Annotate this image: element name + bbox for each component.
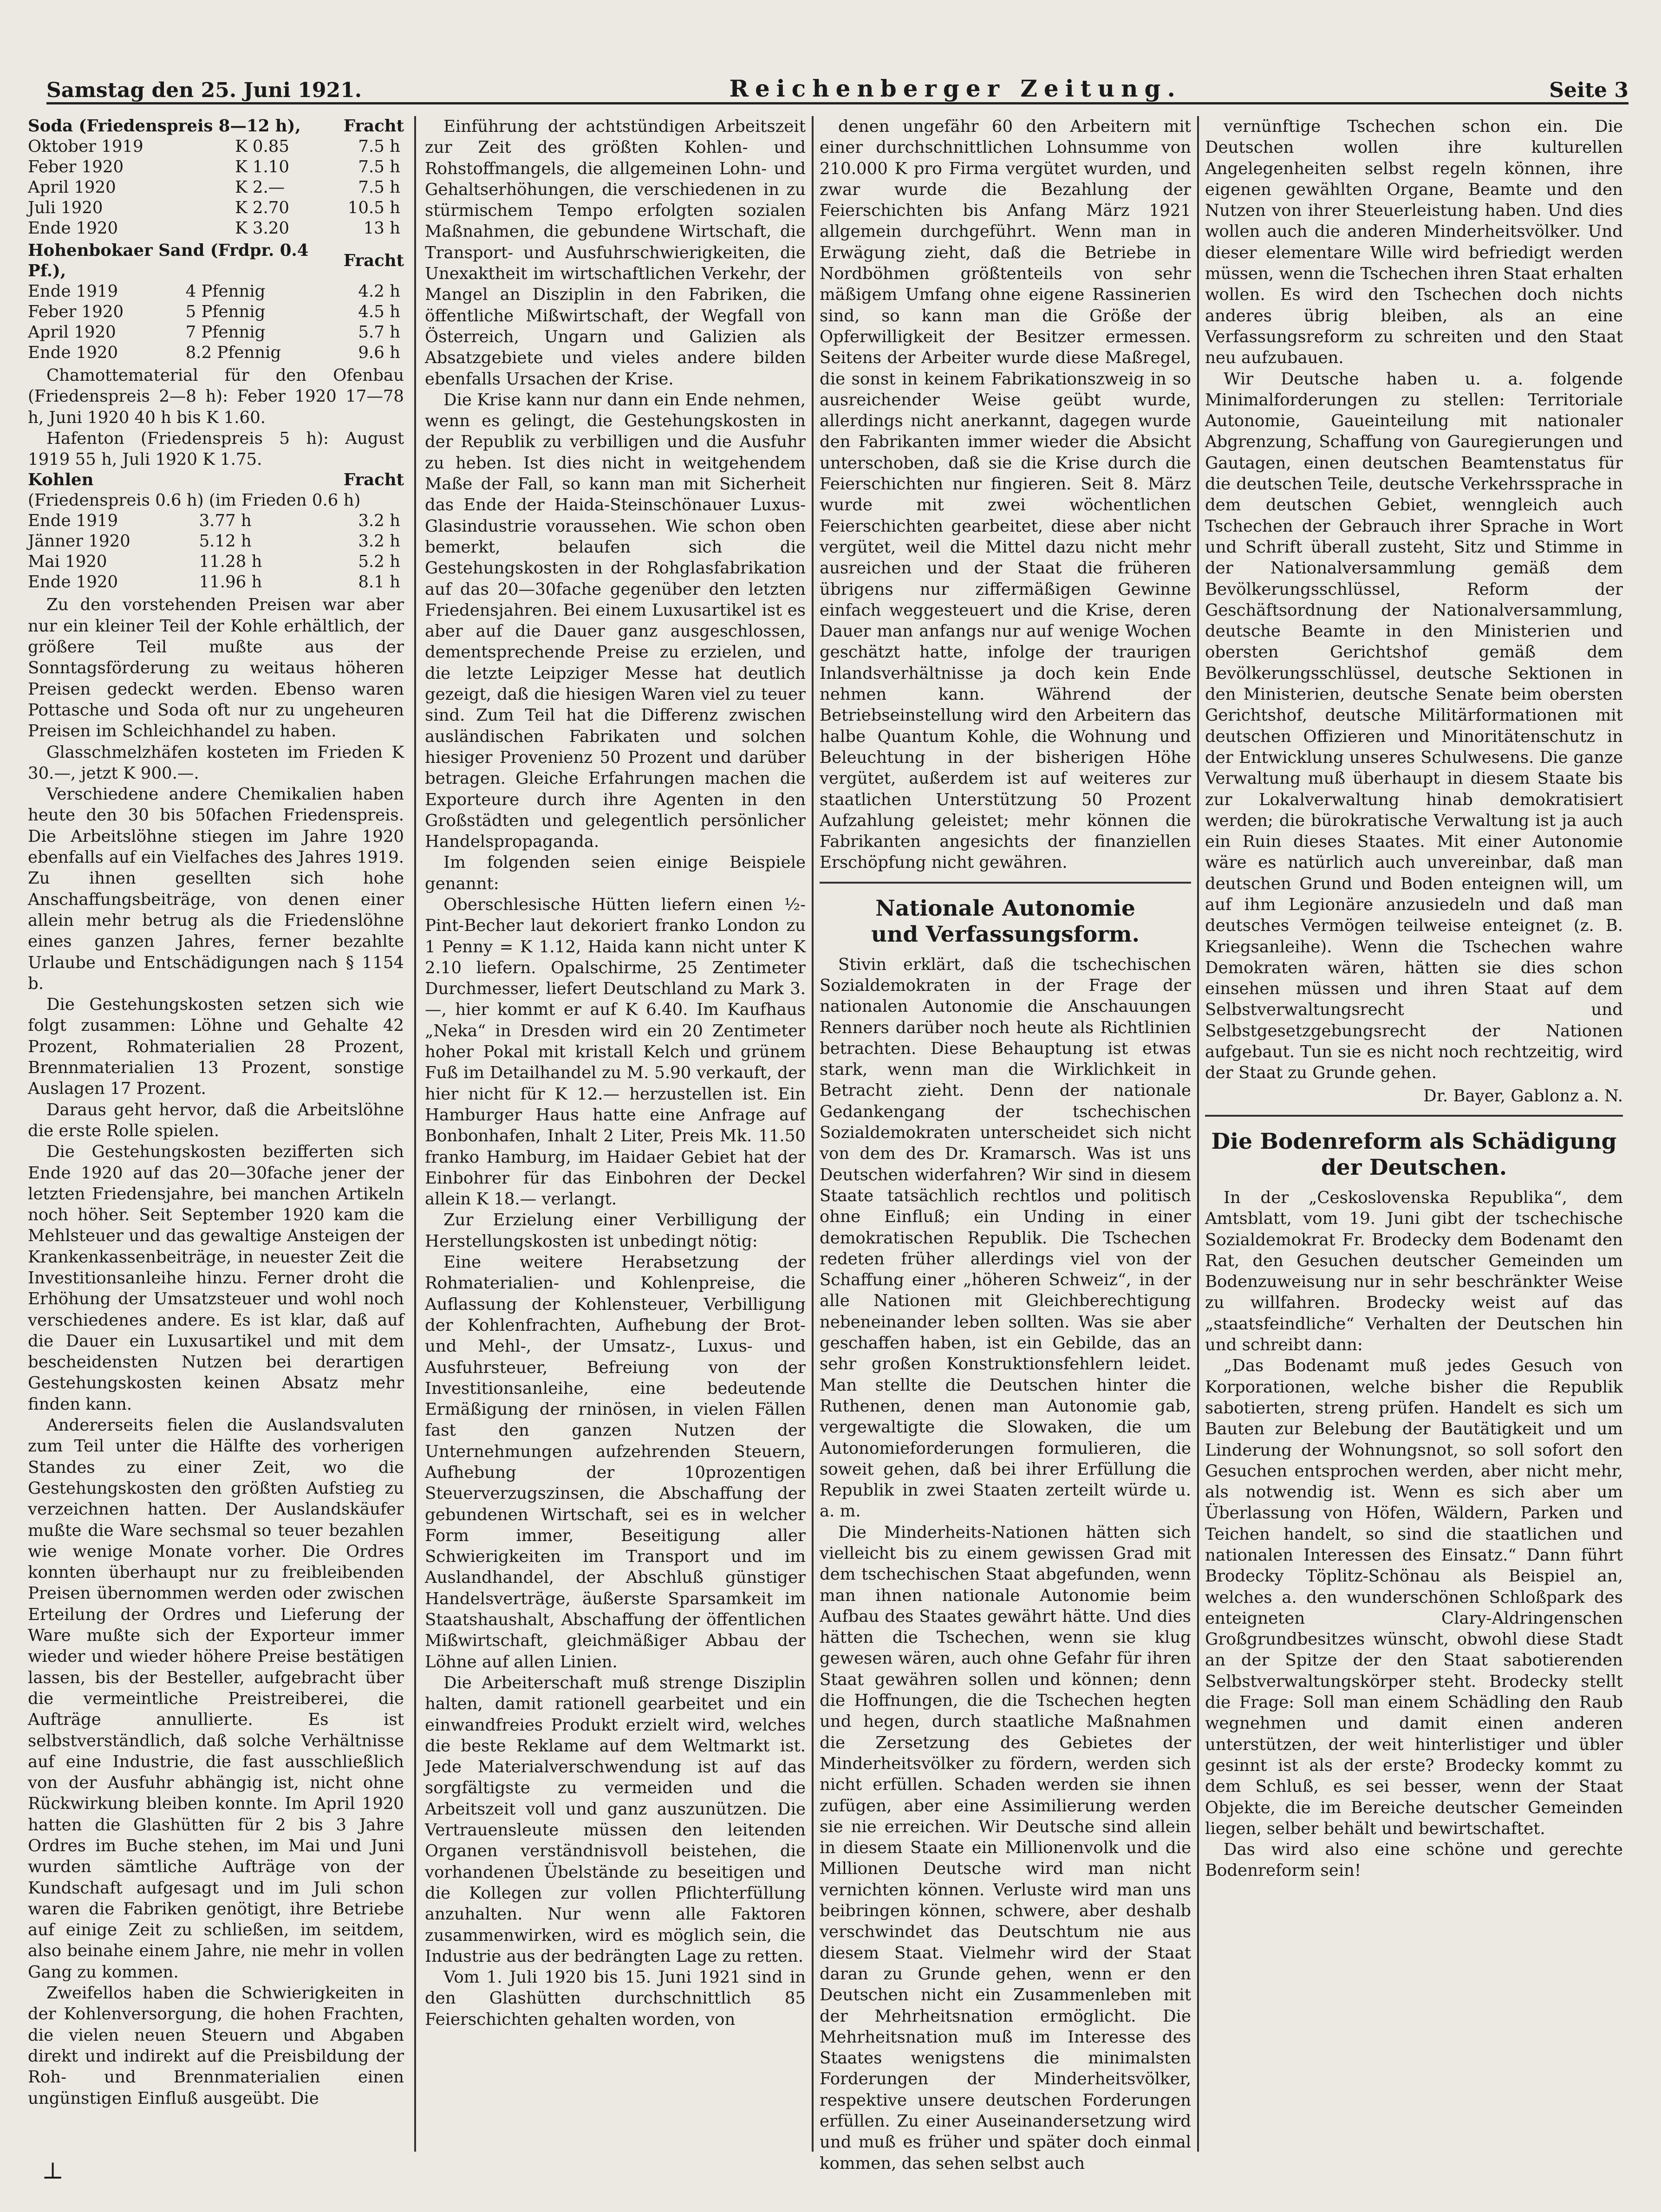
title-line: Nationale Autonomie [875, 895, 1135, 921]
table-cell: 4.2 h [358, 282, 400, 301]
paragraph: Die Krise kann nur dann ein Ende nehmen, wenn es gelingt, die Gestehungskosten in der Republik zu verbilligen und die Ausfuhr zu heben. Ist dies nicht in weitgehendem Maße der Fall, so kann man mit Sicherheit das Ende der Haida-Steinschönauer Luxus-Glasindustrie voraussehen. Wie schon oben bemerkt, belaufen sich die Gestehungskosten in der Rohglasfabrikation auf das 20—30fache gegenüber den letzten Friedensjahren. Bei einem Luxusartikel ist es aber auf die Dauer ganz ausgeschlossen, dementsprechende Preise zu erzielen, und die letzte Leipziger Messe hat deutlich gezeigt, daß die hiesigen Waren viel zu teuer sind. Zum Teil hat die Differenz zwischen ausländischen Fabrikaten und solchen hiesiger Provenienz 50 Prozent und darüber betragen. Gleiche Erfahrungen machen die Exporteure durch ihre Agenten in den Großstädten und gelegentlich persönlicher Handelspropaganda. [425, 390, 806, 852]
article-separator [1205, 1115, 1623, 1117]
sand-price-table [28, 241, 404, 363]
paragraph: „Das Bodenamt muß jedes Gesuch von Korporationen, welche bisher die Republik sabotierten, streng prüfen. Handelt es sich um Bauten zur Belebung der Bautätigkeit und um Linderung der Wohnungsnot, so soll sofort den Gesuchen entsprochen werden, aber nicht mehr, als notwendig ist. Wenn es sich aber um Überlassung von Höfen, Wäldern, Parken und Teichen handelt, so sind die staatlichen und nationalen Interessen des Einsatz.“ Dann führt Brodecky Töplitz-Schönau als Beispiel an, welches a. den wunderschönen Schloßpark des enteigneten Clary-Aldringenschen Großgrundbesitzes wünscht, obwohl diese Stadt an der Spitze der den Staat sabotierenden Selbstverwaltungskörper steht. Brodecky stellt die Frage: Soll man einem Schädling den Raub wegnehmen und damit einen anderen unterstützen, der weit hinterlistiger und übler gesinnt ist als der erste? Brodecky kommt zu dem Schluß, es sei besser, wenn der Staat Objekte, die im Bereiche deutscher Gemeinden liegen, selber behält und bewirtschaftet. [1205, 1356, 1623, 1838]
table-row [28, 511, 404, 531]
table-cell: Oktober 1919 [28, 137, 143, 156]
table-heading-freight: Fracht [343, 470, 404, 490]
table-cell: 5.12 h [199, 532, 252, 551]
table-subheading: (Friedenspreis 0.6 h) (im Frieden 0.6 h) [28, 491, 361, 510]
table-cell: Ende 1920 [28, 573, 118, 592]
table-heading-freight: Fracht [343, 117, 404, 136]
table-row [28, 302, 404, 322]
title-line: Die Bodenreform als Schädigung [1211, 1128, 1617, 1154]
table-cell: 9.6 h [358, 343, 400, 362]
paragraph: Im folgenden seien einige Beispiele genannt: [425, 853, 806, 893]
page-number: Seite 3 [1549, 78, 1628, 102]
table-cell: 4.5 h [358, 302, 400, 321]
article-separator [820, 882, 1191, 884]
table-row [28, 198, 404, 218]
table-cell: Mai 1920 [28, 552, 107, 572]
table-cell: 11.28 h [199, 552, 262, 572]
table-cell: April 1920 [28, 178, 116, 197]
table-row [28, 552, 404, 572]
table-heading-freight: Fracht [343, 251, 404, 270]
sand-rows [28, 281, 404, 363]
column-2 [425, 116, 806, 2156]
paragraph: Die Minderheits-Nationen hätten sich vielleicht bis zu einem gewissen Grad mit dem tschechischen Staat abgefunden, wenn man ihnen nationale Autonomie beim Aufbau des Staates gewährt hätte. Und dies hätten die Tschechen, wenn sie klug gewesen wären, auch ohne Gefahr für ihren Staat gewähren sollen und können; denn die Hoffnungen, die die Tschechen hegten und hegen, durch staatliche Maßnahmen die Zersetzung des Gebietes der Minderheitsvölker zu fördern, werden sich nicht erfüllen. Schaden werden sie ihnen zufügen, aber eine Assimilierung werden sie nie erreichen. Wir Deutsche sind allein in diesem Staate ein Millionenvolk und die Millionen Deutsche wird man nicht vernichten können. Verluste wird man uns beibringen können, schwere, aber deshalb verschwindet das Deutschtum nie aus diesem Staat. Vielmehr wird der Staat daran zu Grunde gehen, wenn er den Deutschen nicht ein Zusammenleben mit der Mehrheitsnation ermöglicht. Die Mehrheitsnation muß im Interesse des Staates wenigstens die minimalsten Forderungen der Minderheitsvölker, respektive unsere deutschen Forderungen erfüllen. Zu einer Auseinandersetzung wird und muß es früher und später doch einmal kommen, das sehen selbst auch [820, 1522, 1191, 2173]
table-cell: Feber 1920 [28, 302, 124, 321]
table-row [28, 343, 404, 363]
table-cell: 4 Pfennig [185, 282, 266, 301]
paragraph: Die Gestehungskosten bezifferten sich Ende 1920 auf das 20—30fache jener der letzten Friedensjahre, bei manchen Artikeln noch höher. Seit September 1920 kam die Mehlsteuer und das gewaltige Ansteigen der Krankenkassenbeiträge, in neuester Zeit die Investitionsanleihe hinzu. Ferner droht die Erhöhung der Umsatzsteuer und wohl noch verschiedenes andere. Es ist klar, daß auf die Dauer ein Luxusartikel und mit dem bescheidensten Nutzen bei derartigen Gestehungskosten keinen Absatz mehr finden kann. [28, 1142, 404, 1414]
title-line: und Verfassungsform. [871, 921, 1140, 947]
column-rule [812, 116, 814, 2152]
table-cell: 8.2 Pfennig [185, 343, 281, 362]
column-3 [820, 116, 1191, 2173]
table-cell: 13 h [363, 219, 400, 238]
table-cell: Jänner 1920 [28, 532, 130, 551]
table-heading: Soda (Friedenspreis 8—12 h), [28, 117, 301, 136]
table-row [28, 531, 404, 552]
paragraph: Daraus geht hervor, daß die Arbeitslöhne die erste Rolle spielen. [28, 1100, 404, 1140]
table-cell: Ende 1920 [28, 219, 118, 238]
column-4-text [1205, 116, 1623, 1084]
paragraph: vernünftige Tschechen schon ein. Die Deutschen wollen ihre kulturellen Angelegenheiten selbst regeln können, ihre eigenen gewählten Organe, Beamte und den Nutzen von ihrer Steuerleistung haben. Und dies wollen auch die anderen Minderheitsvölker. Und dieser elementare Wille wird befriedigt werden müssen, wenn die Tschechen ihren Staat erhalten wollen. Es wird den Tschechen doch nichts anderes übrig bleiben, als an eine Verfassungsreform zu schreiten und den Staat neu aufzubauen. [1205, 117, 1623, 368]
paragraph: Zu den vorstehenden Preisen war aber nur ein kleiner Teil der Kohle erhältlich, der größere Teil mußte aus der Sonntagsförderung zu weitaus höheren Preisen gedeckt werden. Ebenso waren Pottasche und Soda oft nur zu ungeheuren Preisen im Schleichhandel zu haben. [28, 595, 404, 741]
coal-rows [28, 511, 404, 592]
paragraph: Die Arbeiterschaft muß strenge Disziplin halten, damit rationell gearbeitet und ein einwandfreies Produkt erzielt wird, welches die beste Reklame auf dem Weltmarkt ist. Jede Materialverschwendung ist auf das sorgfältigste zu vermeiden und die Arbeitszeit voll und ganz auszunützen. Die Vertrauensleute müssen den leitenden Organen verständnisvoll beistehen, die vorhandenen Übelstände zu beseitigen und die Kollegen zur vollen Pflichterfüllung anzuhalten. Nur wenn alle Faktoren zusammenwirken, wird es möglich sein, die Industrie aus der bedrängten Lage zu retten. [425, 1673, 806, 1966]
table-cell: 7.5 h [358, 157, 400, 176]
column-2-text [425, 116, 806, 2030]
issue-date: Samstag den 25. Juni 1921. [46, 78, 362, 102]
margin-mark: ⊥ [42, 2157, 64, 2184]
paragraph: Stivin erklärt, daß die tschechischen Sozialdemokraten in der Frage der nationalen Autonomie die Anschauungen Renners darüber noch heute als Richtlinien betrachten. Diese Behauptung ist etwas stark, wenn man die Wirklichkeit in Betracht zieht. Denn der nationale Gedankengang der tschechischen Sozialdemokraten unterscheidet sich nicht von dem des Dr. Kramarsch. Was ist uns Deutschen widerfahren? Wir sind in diesem Staate tatsächlich rechtlos und politisch ohne Einfluß; ein Unding in einer demokratischen Republik. Die Tschechen redeten früher allerdings viel von der Schaffung einer „höheren Schweiz“, in der alle Nationen mit Gleichberechtigung nebeneinander leben sollten. Was sie aber geschaffen haben, ist ein Gebilde, das an sehr großen Konstruktionsfehlern leidet. Man stellte die Deutschen hinter die Ruthenen, denen man Autonomie gab, vergewaltigte die Slowaken, die um Autonomieforderungen formulieren, die soweit gehen, daß bei ihrer Erfüllung die Republik in zwei Staaten zerteilt würde u. a. m. [820, 955, 1191, 1521]
table-cell: April 1920 [28, 323, 116, 342]
paragraph: Andererseits fielen die Auslandsvaluten zum Teil unter die Hälfte des vorherigen Standes zu einer Zeit, wo die Gestehungskosten den größten Aufstieg zu verzeichnen hatten. Der Auslandskäufer mußte die Ware sechsmal so teuer bezahlen wie wenige Monate vorher. Die Ordres konnten überhaupt nur zu freibleibenden Preisen übernommen werden oder zwischen Erteilung der Ordres und Lieferung der Ware mußte sich der Exporteur immer wieder und wieder höhere Preise bestätigen lassen, bis der Besteller, aufgebracht über die vermeintliche Preistreiberei, die Aufträge annullierte. Es ist selbstverständlich, daß solche Verhältnisse auf eine Industrie, die fast ausschließlich von der Ausfuhr abhängig ist, nicht ohne Rückwirkung bleiben konnte. Im April 1920 hatten die Glashütten für 2 bis 3 Jahre Ordres im Buche stehen, im Mai und Juni wurden sämtliche Aufträge von der Kundschaft aufgesagt und im Juli schon waren die Fabriken genötigt, ihre Betriebe auf einige Zeit zu schließen, im seitdem, also beinahe einem Jahre, nie mehr in vollen Gang zu kommen. [28, 1416, 404, 1982]
article-title-autonomie [820, 896, 1191, 948]
table-cell: K 2.70 [235, 198, 289, 217]
table-cell: 3.2 h [358, 511, 400, 531]
table-cell: 7.5 h [358, 137, 400, 156]
table-row [28, 281, 404, 302]
paragraph: Eine weitere Herabsetzung der Rohmaterialien- und Kohlenpreise, die Auflassung der Kohlensteuer, Verbilligung der Kohlenfrachten, Aufhebung der Brot- und Mehl-, der Umsatz-, Luxus- und Ausfuhrsteuer, Befreiung von der Investitionsanleihe, eine bedeutende Ermäßigung der rninösen, in vielen Fällen fast den ganzen Nutzen der Unternehmungen aufzehrenden Steuern, Aufhebung der 10prozentigen Steuerverzugszinsen, die Abschaffung der gebundenen Wirtschaft, sei es in welcher Form immer, Beseitigung aller Schwierigkeiten im Transport und im Auslandhandel, der Abschluß günstiger Handelsverträge, äußerste Sparsamkeit im Staatshaushalt, Abschaffung der öffentlichen Mißwirtschaft, gleichmäßiger Abbau der Löhne auf allen Linien. [425, 1253, 806, 1672]
paragraph: Die Gestehungskosten setzen sich wie folgt zusammen: Löhne und Gehalte 42 Prozent, Rohmaterialien 28 Prozent, Brennmaterialien 13 Prozent, sonstige Auslagen 17 Prozent. [28, 995, 404, 1099]
column-3-text [820, 116, 1191, 873]
table-cell: 8.1 h [358, 573, 400, 592]
paragraph: Glasschmelzhäfen kosteten im Frieden K 30.—, jetzt K 900.—. [28, 742, 404, 783]
table-row [28, 137, 404, 157]
paragraph: Chamottematerial für den Ofenbau (Friedenspreis 2—8 h): Feber 1920 17—78 h, Juni 1920 40 h bis K 1.60. [28, 366, 404, 427]
table-cell: Ende 1919 [28, 511, 118, 531]
table-cell: K 1.10 [235, 157, 289, 176]
coal-price-table [28, 470, 404, 592]
table-cell: Ende 1920 [28, 343, 118, 362]
table-row [28, 157, 404, 177]
table-cell: 5.7 h [358, 323, 400, 342]
paragraph: Einführung der achtstündigen Arbeitszeit zur Zeit des größten Kohlen- und Rohstoffmangels, die allgemeinen Lohn- und Gehaltserhöhungen, die verschiedenen in zu stürmischem Tempo erfolgten sozialen Maßnahmen, die gebundene Wirtschaft, die Transport- und Ausfuhrschwierigkeiten, die Unexaktheit im wirtschaftlichen Verkehr, der Mangel an Disziplin in den Fabriken, die öffentliche Mißwirtschaft, der Wegfall von Österreich, Ungarn und Galizien als Absatzgebiete und vieles andere bilden ebenfalls Ursachen der Krise. [425, 117, 806, 389]
table-heading: Kohlen [28, 470, 94, 490]
table-row [28, 177, 404, 198]
author-signature: Dr. Bayer, Gablonz a. N. [1423, 1086, 1623, 1106]
paragraph: In der „Ceskoslovenska Republika“, dem Amtsblatt, vom 19. Juni gibt der tschechische Sozialdemokrat Fr. Brodecky dem Bodenamt den Rat, den Gesuchen deutscher Gemeinden um Bodenzuweisung nur in sehr beschränkter Weise zu willfahren. Brodecky weist auf das „staatsfeindliche“ Verhalten der Deutschen hin und schreibt dann: [1205, 1188, 1623, 1355]
title-line: der Deutschen. [1321, 1154, 1507, 1180]
paragraph: Oberschlesische Hütten liefern einen ½-Pint-Becher laut dekoriert franko London zu 1 Penny = K 1.12, Haida kann nicht unter K 2.10 liefern. Opalschirme, 25 Zentimeter Durchmesser, liefert Deutschland zu Mark 3.—, hier kommt er auf K 6.40. Im Kaufhaus „Neka“ in Dresden wird ein 20 Zentimeter hoher Pokal mit kristall Kelch und grünem Fuß im Detailhandel zu M. 5.90 verkauft, der hier nicht für K 12.— herzustellen ist. Ein Hamburger Haus hatte eine Anfrage auf Bonbonhafen, Inhalt 2 Liter, Preis Mk. 11.50 franko Hamburg, im Haidaer Gebiet hat der Einbohrer für das Einbohren der Deckel allein K 18.— verlangt. [425, 895, 806, 1209]
paragraph: denen ungefähr 60 den Arbeitern mit einer durchschnittlichen Lohnsumme von 210.000 K pro Firma vergütet wurden, und zwar wurde die Bezahlung der Feierschichten bis Anfang März 1921 allgemein durchgeführt. Wenn man in Erwägung zieht, daß die Betriebe in Nordböhmen größtenteils von sehr mäßigem Umfang ohne eigene Rassinerien sind, so kann man die Größe der Opferwilligkeit der Besitzer ermessen. Seitens der Arbeiter wurde diese Maßregel, die sonst in keinem Fabrikationszweig in so ausreichender Weise geübt wurde, allerdings nicht anerkannt, dagegen wurde den Fabrikanten immer wieder die Absicht unterschoben, daß sie die Krise durch die Feierschichten nur fingieren. Seit 8. März wurde mit zwei wöchentlichen Feierschichten gearbeitet, diese aber nicht vergütet, weil die Mittel dazu nicht mehr ausreichen und der Staat die früheren übrigens nur ziffermäßigen Gewinne einfach weggesteuert und die Krise, deren Dauer man anfangs nur auf wenige Wochen geschätzt hatte, infolge der traurigen Inlandsverhältnisse ja doch kein Ende nehmen kann. Während der Betriebseinstellung wird den Arbeitern das halbe Quantum Kohle, die Wohnung und Beleuchtung in der bisherigen Höhe vergütet, außerdem ist auf weiteres zur staatlichen Unterstützung 50 Prozent Aufzahlung geleistet; mehr können die Fabrikanten angesichts der finanziellen Erschöpfung nicht gewähren. [820, 117, 1191, 872]
table-cell: 3.77 h [199, 511, 252, 531]
table-cell: 10.5 h [347, 198, 400, 217]
table-cell: Ende 1919 [28, 282, 118, 301]
table-cell: 11.96 h [199, 573, 262, 592]
column-1-text [28, 594, 404, 2108]
table-cell: 7.5 h [358, 178, 400, 197]
table-row [28, 218, 404, 239]
paragraph: Das wird also eine schöne und gerechte Bodenreform sein! [1205, 1840, 1623, 1880]
column-rule [1197, 116, 1199, 2152]
table-heading: Hohenbokaer Sand (Frdpr. 0.4 Pf.), [28, 241, 309, 280]
article-title-bodenreform [1205, 1129, 1623, 1181]
table-cell: 5 Pfennig [185, 302, 266, 321]
table-cell: K 3.20 [235, 219, 289, 238]
table-cell: K 0.85 [235, 137, 289, 156]
column-rule [414, 116, 416, 2152]
paragraph: Wir Deutsche haben u. a. folgende Minimalforderungen zu stellen: Territoriale Autonomie, Gaueinteilung mit nationaler Abgrenzung, Schaffung von Gauregierungen und Gautagen, einen deutschen Beamtenstatus für die deutschen Teile, deutsche Verkehrssprache in dem deutschen Gebiet, wenngleich auch Tschechen der Gebrauch ihrer Sprache in Wort und Schrift überall zusteht, Sitz und Stimme in der Nationalversammlung gemäß dem Bevölkerungsschlüssel, Reform der Geschäftsordnung der Nationalversammlung, deutsche Beamte in den Ministerien und obersten Gerichtshof gemäß dem Bevölkerungsschlüssel, deutsche Sektionen in den Ministerien, deutsche Senate beim obersten Gerichtshof, deutsche Militärformationen mit deutschen Offizieren und Minoritätenschutz in der Entwicklung unseres Schulwesens. Die ganze Verwaltung muß überhaupt in diesem Staate bis zur Lokalverwaltung hinab demokratisiert werden; die bürokratische Verwaltung ist ja auch ein Ruin dieses Staates. Mit einer Autonomie wäre es natürlich auch unvereinbar, daß man deutschen Grund und Boden enteignen will, um auf ihm Legionäre anzusiedeln und daß man deutsches Vermögen teilweise enteignet (z. B. Kriegsanleihe). Wenn die Tschechen wahre Demokraten wären, hätten sie dies schon einsehen müssen und ihren Staat auf dem Selbstverwaltungsrecht und Selbstgesetzgebungsrecht der Nationen aufgebaut. Tun sie es nicht noch rechtzeitig, wird der Staat zu Grunde gehen. [1205, 369, 1623, 1083]
table-row [28, 322, 404, 343]
table-row [28, 572, 404, 592]
table-cell: 3.2 h [358, 532, 400, 551]
table-cell: K 2.— [235, 178, 285, 197]
article-bodenreform-text [1205, 1187, 1623, 1881]
soda-rows [28, 137, 404, 239]
column-1 [28, 116, 404, 2156]
paragraph: Zur Erzielung einer Verbilligung der Herstellungskosten ist unbedingt nötig: [425, 1210, 806, 1251]
table-cell: Feber 1920 [28, 157, 124, 176]
article-autonomie-text [820, 954, 1191, 2174]
table-cell: Juli 1920 [28, 198, 103, 217]
paragraph: Zweifellos haben die Schwierigkeiten in der Kohlenversorgung, die hohen Frachten, die vielen neuen Steuern und Abgaben direkt und indirekt auf die Preisbildung der Roh- und Brennmaterialien einen ungünstigen Einfluß ausgeübt. Die [28, 1984, 404, 2108]
table-cell: 5.2 h [358, 552, 400, 572]
column-4 [1205, 116, 1623, 2156]
paragraph: Vom 1. Juli 1920 bis 15. Juni 1921 sind in den Glashütten durchschnittlich 85 Feierschichten gehalten worden, von [425, 1968, 806, 2029]
masthead: Reichenberger Zeitung. [729, 75, 1182, 102]
soda-price-table [28, 116, 404, 239]
page-header [46, 70, 1628, 104]
paragraph: Verschiedene andere Chemikalien haben heute den 30 bis 50fachen Friedenspreis. Die Arbeitslöhne stiegen im Jahre 1920 ebenfalls auf ein Vielfaches des Jahres 1919. Zu ihnen gesellten sich hohe Anschaffungsbeiträge, von denen einer allein mehr betrug als die Friedenslöhne eines ganzen Jahres, ferner bezahlte Urlaube und Entschädigungen nach § 1154 b. [28, 785, 404, 993]
table-cell: 7 Pfennig [185, 323, 266, 342]
paragraph: Hafenton (Friedenspreis 5 h): August 1919 55 h, Juli 1920 K 1.75. [28, 429, 404, 469]
